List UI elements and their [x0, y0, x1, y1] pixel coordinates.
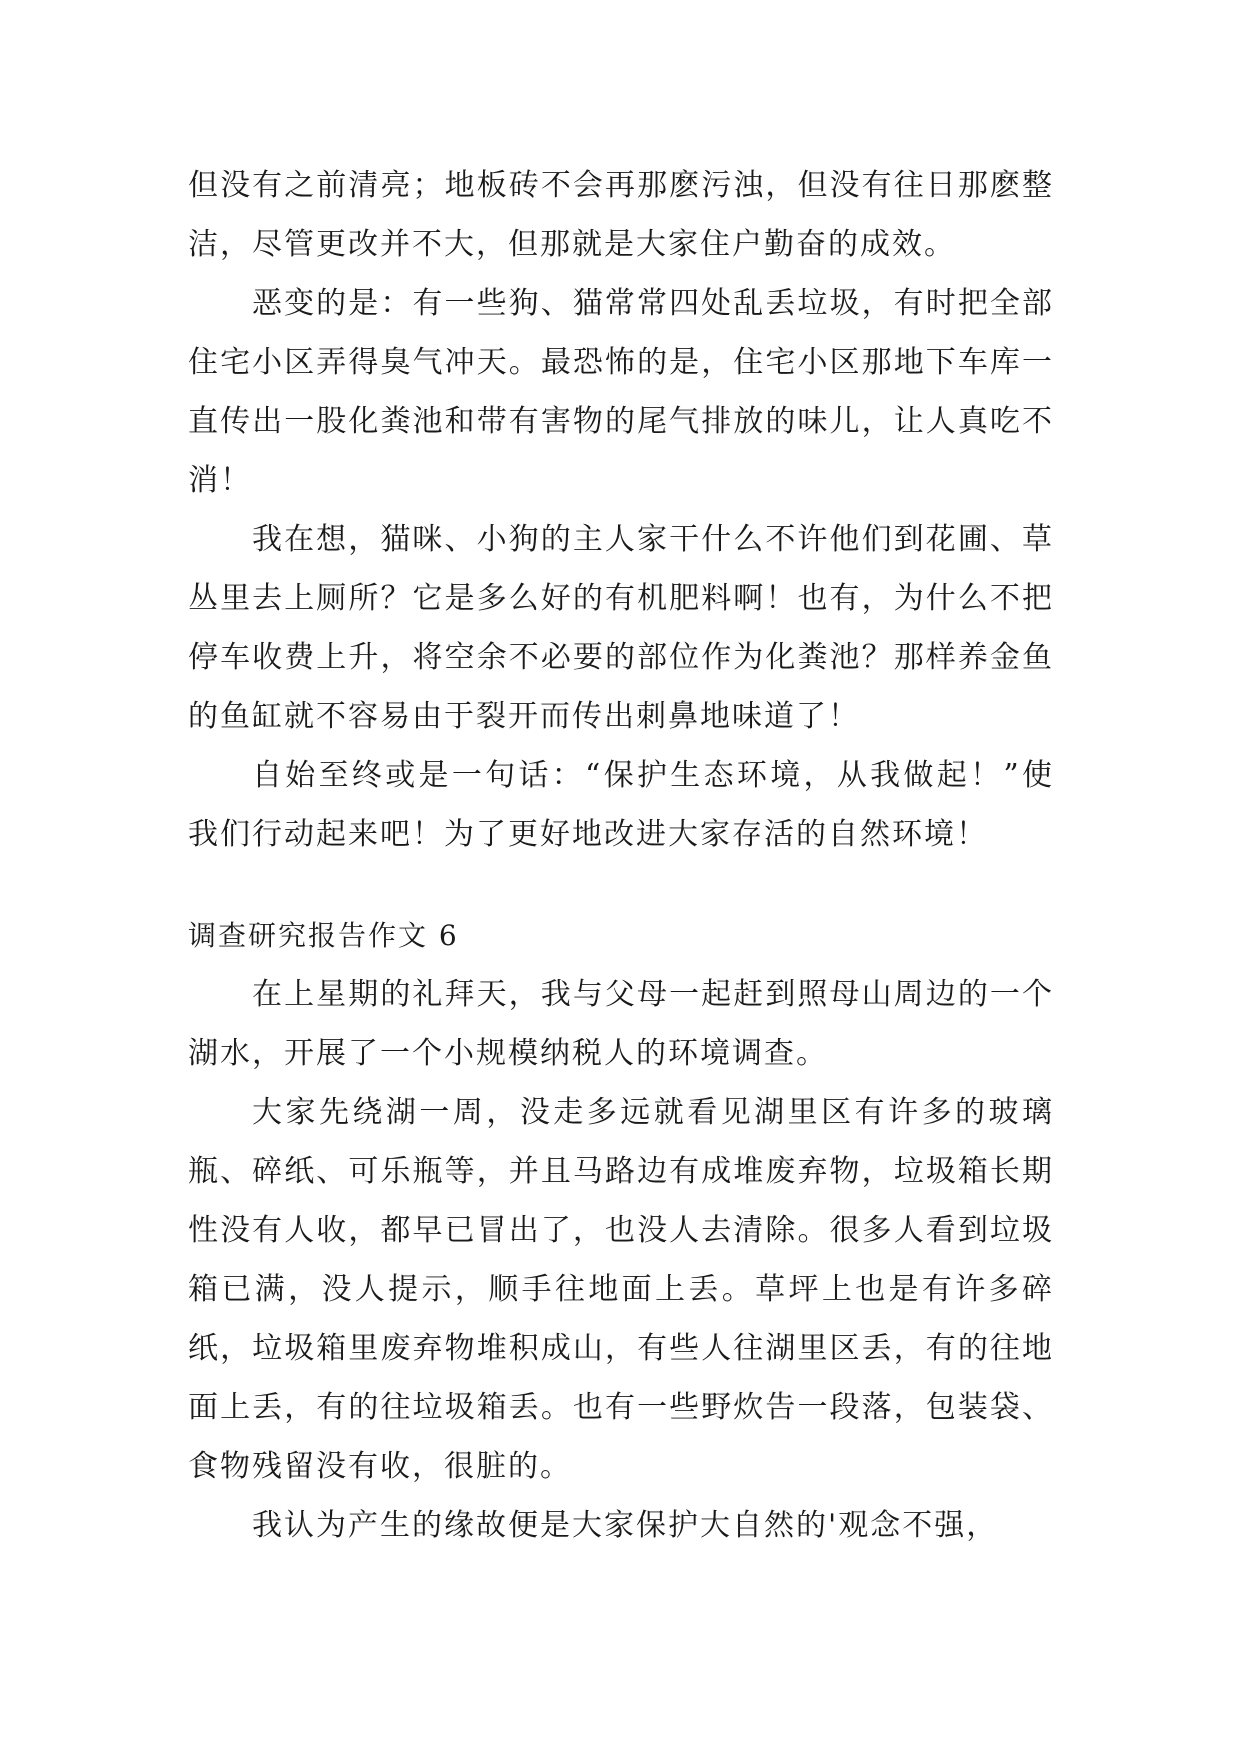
paragraph: 我认为产生的缘故便是大家保护大自然的'观念不强， — [252, 1508, 999, 1543]
text-section-b — [188, 906, 1054, 1555]
paragraph: 自始至终或是一句话：“保护生态环境，从我做起！”使我们行动起来吧！为了更好地改进大家存活的自然环境！ — [188, 758, 1054, 852]
paragraph: 恶变的是：有一些狗、猫常常四处乱丢垃圾，有时把全部住宅小区弄得臭气冲天。最恐怖的是，住宅小区那地下车库一直传出一股化粪池和带有害物的尾气排放的味儿，让人真吃不消！ — [188, 286, 1054, 498]
paragraph: 我在想，猫咪、小狗的主人家干什么不许他们到花圃、草丛里去上厕所？它是多么好的有机肥料啊！也有，为什么不把停车收费上升，将空余不必要的部位作为化粪池？那样养金鱼的鱼缸就不容易由于裂开而传出刺鼻地味道了！ — [188, 522, 1054, 734]
paragraph-continuation: 但没有之前清亮；地板砖不会再那麽污浊，但没有往日那麽整洁，尽管更改并不大，但那就是大家住户勤奋的成效。 — [188, 168, 1054, 262]
paragraph: 在上星期的礼拜天，我与父母一起赶到照母山周边的一个湖水，开展了一个小规模纳税人的环境调查。 — [188, 977, 1054, 1071]
section-heading: 调查研究报告作文 6 — [188, 919, 459, 952]
paragraph: 大家先绕湖一周，没走多远就看见湖里区有许多的玻璃瓶、碎纸、可乐瓶等，并且马路边有成堆废弃物，垃圾箱长期性没有人收，都早已冒出了，也没人去清除。很多人看到垃圾箱已满，没人提示，顺手往地面上丢。草坪上也是有许多碎纸，垃圾箱里废弃物堆积成山，有些人往湖里区丢，有的往地面上丢，有的往垃圾箱丢。也有一些野炊告一段落，包装袋、食物残留没有收，很脏的。 — [188, 1095, 1054, 1484]
text-section-a — [188, 156, 1054, 864]
